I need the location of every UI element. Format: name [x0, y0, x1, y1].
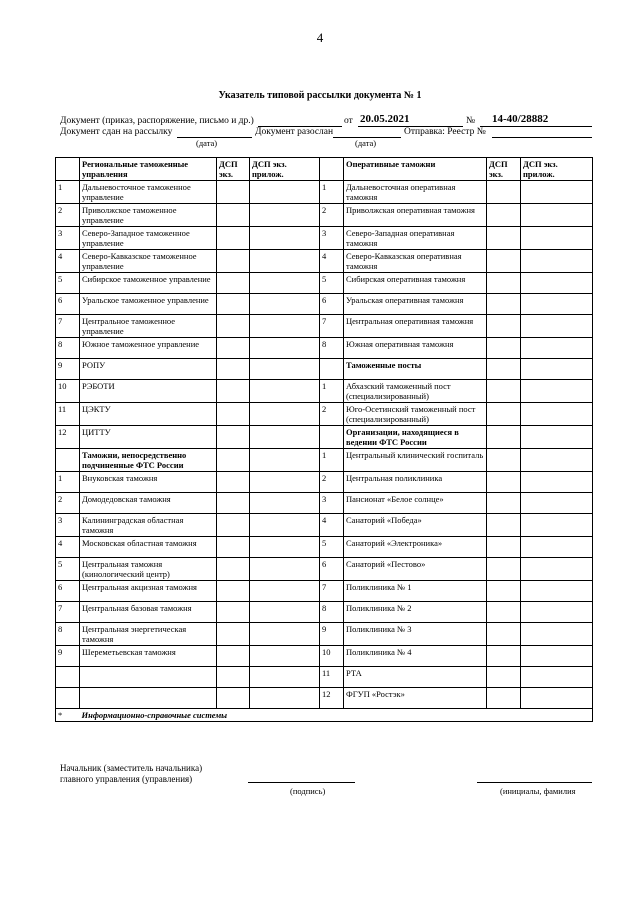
- number-line: [480, 126, 592, 127]
- right-org-cell: Пансионат «Белое солнце»: [344, 493, 487, 514]
- table-row: [56, 493, 593, 514]
- left-dsp-cell: [217, 315, 250, 338]
- table-footer-row: [56, 709, 593, 722]
- right-org-cell: Северо-Западная оперативная таможня: [344, 227, 487, 250]
- left-org-cell: Таможни, непосредственно подчиненные ФТС России: [80, 449, 217, 472]
- right-dsp-att-cell: [521, 181, 593, 204]
- right-org-cell: Юго-Осетинский таможенный пост (специализированный): [344, 403, 487, 426]
- left-org-cell: Южное таможенное управление: [80, 338, 217, 359]
- left-num-cell: 8: [56, 623, 80, 646]
- right-dsp-att-cell: [521, 315, 593, 338]
- left-num-cell: 4: [56, 537, 80, 558]
- left-org-cell: Уральское таможенное управление: [80, 294, 217, 315]
- right-dsp-cell: [487, 537, 521, 558]
- left-dsp-cell: [217, 602, 250, 623]
- name-line: [477, 782, 592, 783]
- right-org-cell: Приволжская оперативная таможня: [344, 204, 487, 227]
- left-num-cell: 3: [56, 227, 80, 250]
- left-org-cell: Домодедовская таможня: [80, 493, 217, 514]
- left-dsp-cell: [217, 623, 250, 646]
- right-dsp-cell: [487, 204, 521, 227]
- right-dsp-cell: [487, 472, 521, 493]
- right-num-cell: 6: [320, 294, 344, 315]
- sending-label: Отправка: Реестр №: [404, 127, 486, 137]
- right-num-cell: 5: [320, 273, 344, 294]
- header-dsp-left: ДСП экз.: [217, 158, 250, 181]
- left-dsp-att-cell: [250, 380, 320, 403]
- right-dsp-att-cell: [521, 688, 593, 709]
- left-num-cell: 9: [56, 646, 80, 667]
- footer-info-systems: Информационно-справочные системы: [80, 709, 593, 722]
- doc-type-label: Документ (приказ, распоряжение, письмо и др.): [60, 116, 254, 126]
- left-dsp-cell: [217, 688, 250, 709]
- right-org-cell: Санаторий «Электроника»: [344, 537, 487, 558]
- right-dsp-cell: [487, 273, 521, 294]
- left-org-cell: РЭБОТИ: [80, 380, 217, 403]
- right-dsp-cell: [487, 359, 521, 380]
- right-dsp-cell: [487, 623, 521, 646]
- left-num-cell: 4: [56, 250, 80, 273]
- right-num-cell: 8: [320, 602, 344, 623]
- right-dsp-att-cell: [521, 338, 593, 359]
- left-dsp-att-cell: [250, 403, 320, 426]
- right-dsp-cell: [487, 688, 521, 709]
- left-org-cell: Калининградская областная таможня: [80, 514, 217, 537]
- left-org-cell: Центральная таможня (кинологический центр): [80, 558, 217, 581]
- left-dsp-cell: [217, 646, 250, 667]
- right-dsp-att-cell: [521, 250, 593, 273]
- right-num-cell: 1: [320, 380, 344, 403]
- right-org-cell: Центральный клинический госпиталь: [344, 449, 487, 472]
- left-dsp-att-cell: [250, 602, 320, 623]
- left-dsp-att-cell: [250, 250, 320, 273]
- table-row: [56, 315, 593, 338]
- left-org-cell: Шереметьевская таможня: [80, 646, 217, 667]
- left-num-cell: 7: [56, 602, 80, 623]
- right-dsp-cell: [487, 602, 521, 623]
- left-dsp-att-cell: [250, 558, 320, 581]
- left-dsp-att-cell: [250, 359, 320, 380]
- right-org-cell: Южная оперативная таможня: [344, 338, 487, 359]
- submitted-label: Документ сдан на рассылку: [60, 127, 173, 137]
- table-row: [56, 250, 593, 273]
- table-header-row: [56, 158, 593, 181]
- right-dsp-att-cell: [521, 581, 593, 602]
- right-dsp-att-cell: [521, 449, 593, 472]
- table-row: [56, 403, 593, 426]
- right-dsp-att-cell: [521, 493, 593, 514]
- right-dsp-att-cell: [521, 273, 593, 294]
- right-dsp-att-cell: [521, 646, 593, 667]
- table-row: [56, 338, 593, 359]
- left-num-cell: 11: [56, 403, 80, 426]
- right-dsp-cell: [487, 315, 521, 338]
- table-row: [56, 646, 593, 667]
- left-dsp-att-cell: [250, 493, 320, 514]
- right-num-cell: 12: [320, 688, 344, 709]
- footer-mark: *: [56, 709, 80, 722]
- left-org-cell: [80, 667, 217, 688]
- right-num-cell: 1: [320, 449, 344, 472]
- from-label: от: [344, 116, 353, 126]
- right-num-cell: 6: [320, 558, 344, 581]
- sent-label: Документ разослан: [255, 127, 334, 137]
- header-operative: Оперативные таможни: [344, 158, 487, 181]
- left-dsp-cell: [217, 493, 250, 514]
- table-row: [56, 294, 593, 315]
- document-title: Указатель типовой рассылки документа № 1: [218, 90, 422, 101]
- left-dsp-att-cell: [250, 667, 320, 688]
- right-org-cell: Организации, находящиеся в ведении ФТС России: [344, 426, 487, 449]
- right-num-cell: 8: [320, 338, 344, 359]
- right-dsp-cell: [487, 338, 521, 359]
- right-org-cell: РТА: [344, 667, 487, 688]
- table-row: [56, 426, 593, 449]
- left-dsp-att-cell: [250, 581, 320, 602]
- right-org-cell: Уральская оперативная таможня: [344, 294, 487, 315]
- right-num-cell: 9: [320, 623, 344, 646]
- right-dsp-att-cell: [521, 514, 593, 537]
- left-num-cell: [56, 449, 80, 472]
- left-org-cell: Центральная акцизная таможня: [80, 581, 217, 602]
- right-num-cell: 7: [320, 315, 344, 338]
- left-dsp-att-cell: [250, 514, 320, 537]
- right-dsp-att-cell: [521, 667, 593, 688]
- right-dsp-cell: [487, 294, 521, 315]
- left-num-cell: 2: [56, 493, 80, 514]
- left-dsp-cell: [217, 514, 250, 537]
- right-org-cell: Дальневосточная оперативная таможня: [344, 181, 487, 204]
- left-dsp-cell: [217, 338, 250, 359]
- left-org-cell: Внуковская таможня: [80, 472, 217, 493]
- left-dsp-cell: [217, 581, 250, 602]
- right-dsp-cell: [487, 250, 521, 273]
- left-dsp-cell: [217, 449, 250, 472]
- signature-hint: (подпись): [290, 786, 326, 796]
- right-dsp-att-cell: [521, 537, 593, 558]
- right-dsp-att-cell: [521, 204, 593, 227]
- left-org-cell: Московская областная таможня: [80, 537, 217, 558]
- page-number: 4: [316, 30, 324, 45]
- header-num-cell: [56, 158, 80, 181]
- right-dsp-cell: [487, 426, 521, 449]
- right-dsp-cell: [487, 558, 521, 581]
- table-row: [56, 181, 593, 204]
- table-row: [56, 359, 593, 380]
- left-org-cell: Северо-Кавказское таможенное управление: [80, 250, 217, 273]
- right-dsp-att-cell: [521, 426, 593, 449]
- right-org-cell: Абхазский таможенный пост (специализированный): [344, 380, 487, 403]
- table-row: [56, 204, 593, 227]
- table-row: [56, 688, 593, 709]
- header-num-cell: [320, 158, 344, 181]
- left-dsp-att-cell: [250, 646, 320, 667]
- number-label: №: [466, 116, 476, 126]
- right-org-cell: Таможенные посты: [344, 359, 487, 380]
- right-num-cell: [320, 426, 344, 449]
- right-num-cell: 4: [320, 514, 344, 537]
- table-row: [56, 472, 593, 493]
- left-num-cell: 9: [56, 359, 80, 380]
- table-row: [56, 449, 593, 472]
- left-num-cell: 5: [56, 273, 80, 294]
- left-dsp-cell: [217, 403, 250, 426]
- right-org-cell: Центральная поликлиника: [344, 472, 487, 493]
- right-num-cell: 4: [320, 250, 344, 273]
- right-dsp-cell: [487, 646, 521, 667]
- right-org-cell: Поликлиника № 1: [344, 581, 487, 602]
- left-num-cell: 1: [56, 181, 80, 204]
- left-num-cell: 2: [56, 204, 80, 227]
- right-org-cell: Северо-Кавказская оперативная таможня: [344, 250, 487, 273]
- right-org-cell: ФГУП «Ростэк»: [344, 688, 487, 709]
- right-dsp-att-cell: [521, 558, 593, 581]
- registry-line: [492, 137, 592, 138]
- left-org-cell: Сибирское таможенное управление: [80, 273, 217, 294]
- left-dsp-cell: [217, 204, 250, 227]
- right-dsp-att-cell: [521, 359, 593, 380]
- left-num-cell: 7: [56, 315, 80, 338]
- right-dsp-cell: [487, 403, 521, 426]
- right-num-cell: 2: [320, 403, 344, 426]
- left-dsp-att-cell: [250, 623, 320, 646]
- left-dsp-cell: [217, 273, 250, 294]
- right-num-cell: 3: [320, 227, 344, 250]
- table-row: [56, 537, 593, 558]
- right-dsp-att-cell: [521, 472, 593, 493]
- left-dsp-att-cell: [250, 227, 320, 250]
- left-dsp-att-cell: [250, 688, 320, 709]
- right-org-cell: Поликлиника № 2: [344, 602, 487, 623]
- right-dsp-att-cell: [521, 294, 593, 315]
- right-num-cell: [320, 359, 344, 380]
- left-num-cell: 1: [56, 472, 80, 493]
- right-org-cell: Сибирская оперативная таможня: [344, 273, 487, 294]
- left-num-cell: 6: [56, 581, 80, 602]
- right-dsp-att-cell: [521, 602, 593, 623]
- left-num-cell: 12: [56, 426, 80, 449]
- left-dsp-cell: [217, 359, 250, 380]
- left-dsp-cell: [217, 227, 250, 250]
- table-row: [56, 667, 593, 688]
- left-num-cell: 3: [56, 514, 80, 537]
- date-hint-2: (дата): [355, 138, 377, 148]
- left-org-cell: [80, 688, 217, 709]
- right-org-cell: Центральная оперативная таможня: [344, 315, 487, 338]
- right-num-cell: 2: [320, 204, 344, 227]
- left-num-cell: 6: [56, 294, 80, 315]
- left-num-cell: [56, 667, 80, 688]
- left-org-cell: Дальневосточное таможенное управление: [80, 181, 217, 204]
- right-dsp-cell: [487, 227, 521, 250]
- right-dsp-att-cell: [521, 623, 593, 646]
- left-dsp-att-cell: [250, 426, 320, 449]
- header-regional: Региональные таможенные управления: [80, 158, 217, 181]
- left-org-cell: РОПУ: [80, 359, 217, 380]
- left-dsp-att-cell: [250, 472, 320, 493]
- left-org-cell: Центральная энергетическая таможня: [80, 623, 217, 646]
- left-dsp-att-cell: [250, 315, 320, 338]
- right-dsp-att-cell: [521, 403, 593, 426]
- header-dsp-att-right: ДСП экз. прилож.: [521, 158, 593, 181]
- right-dsp-cell: [487, 493, 521, 514]
- date-hint-1: (дата): [196, 138, 218, 148]
- right-dsp-att-cell: [521, 227, 593, 250]
- right-num-cell: 10: [320, 646, 344, 667]
- left-dsp-cell: [217, 558, 250, 581]
- left-dsp-att-cell: [250, 273, 320, 294]
- table-row: [56, 623, 593, 646]
- left-dsp-cell: [217, 181, 250, 204]
- table-row: [56, 602, 593, 623]
- table-row: [56, 273, 593, 294]
- signature-line: [248, 782, 355, 783]
- left-org-cell: ЦИТТУ: [80, 426, 217, 449]
- table-row: [56, 514, 593, 537]
- name-hint: (инициалы, фамилия: [500, 786, 576, 796]
- left-num-cell: 5: [56, 558, 80, 581]
- right-num-cell: 1: [320, 181, 344, 204]
- right-dsp-cell: [487, 449, 521, 472]
- right-org-cell: Санаторий «Пестово»: [344, 558, 487, 581]
- left-dsp-cell: [217, 250, 250, 273]
- right-num-cell: 11: [320, 667, 344, 688]
- right-dsp-cell: [487, 380, 521, 403]
- right-dsp-cell: [487, 667, 521, 688]
- right-num-cell: 2: [320, 472, 344, 493]
- table-row: [56, 227, 593, 250]
- left-dsp-cell: [217, 294, 250, 315]
- left-dsp-cell: [217, 472, 250, 493]
- left-org-cell: ЦЭКТУ: [80, 403, 217, 426]
- left-dsp-att-cell: [250, 181, 320, 204]
- table-row: [56, 558, 593, 581]
- left-dsp-att-cell: [250, 449, 320, 472]
- right-org-cell: Санаторий «Победа»: [344, 514, 487, 537]
- left-num-cell: 10: [56, 380, 80, 403]
- distribution-table: [55, 157, 593, 722]
- left-org-cell: Центральное таможенное управление: [80, 315, 217, 338]
- left-org-cell: Центральная базовая таможня: [80, 602, 217, 623]
- left-org-cell: Северо-Западное таможенное управление: [80, 227, 217, 250]
- document-date: 20.05.2021: [360, 113, 410, 125]
- left-dsp-cell: [217, 667, 250, 688]
- document-number: 14-40/28882: [492, 113, 549, 125]
- right-num-cell: 5: [320, 537, 344, 558]
- right-org-cell: Поликлиника № 4: [344, 646, 487, 667]
- left-dsp-cell: [217, 537, 250, 558]
- signer-position-1: Начальник (заместитель начальника): [60, 763, 203, 773]
- signer-position-2: главного управления (управления): [60, 774, 193, 784]
- right-dsp-att-cell: [521, 380, 593, 403]
- left-dsp-att-cell: [250, 204, 320, 227]
- left-num-cell: [56, 688, 80, 709]
- table-row: [56, 380, 593, 403]
- left-dsp-att-cell: [250, 338, 320, 359]
- right-dsp-cell: [487, 181, 521, 204]
- right-dsp-cell: [487, 581, 521, 602]
- left-dsp-att-cell: [250, 294, 320, 315]
- right-dsp-cell: [487, 514, 521, 537]
- left-dsp-att-cell: [250, 537, 320, 558]
- header-dsp-right: ДСП экз.: [487, 158, 521, 181]
- right-org-cell: Поликлиника № 3: [344, 623, 487, 646]
- header-dsp-att-left: ДСП экз. прилож.: [250, 158, 320, 181]
- left-org-cell: Приволжское таможенное управление: [80, 204, 217, 227]
- right-num-cell: 3: [320, 493, 344, 514]
- right-num-cell: 7: [320, 581, 344, 602]
- left-dsp-cell: [217, 426, 250, 449]
- left-dsp-cell: [217, 380, 250, 403]
- left-num-cell: 8: [56, 338, 80, 359]
- table-row: [56, 581, 593, 602]
